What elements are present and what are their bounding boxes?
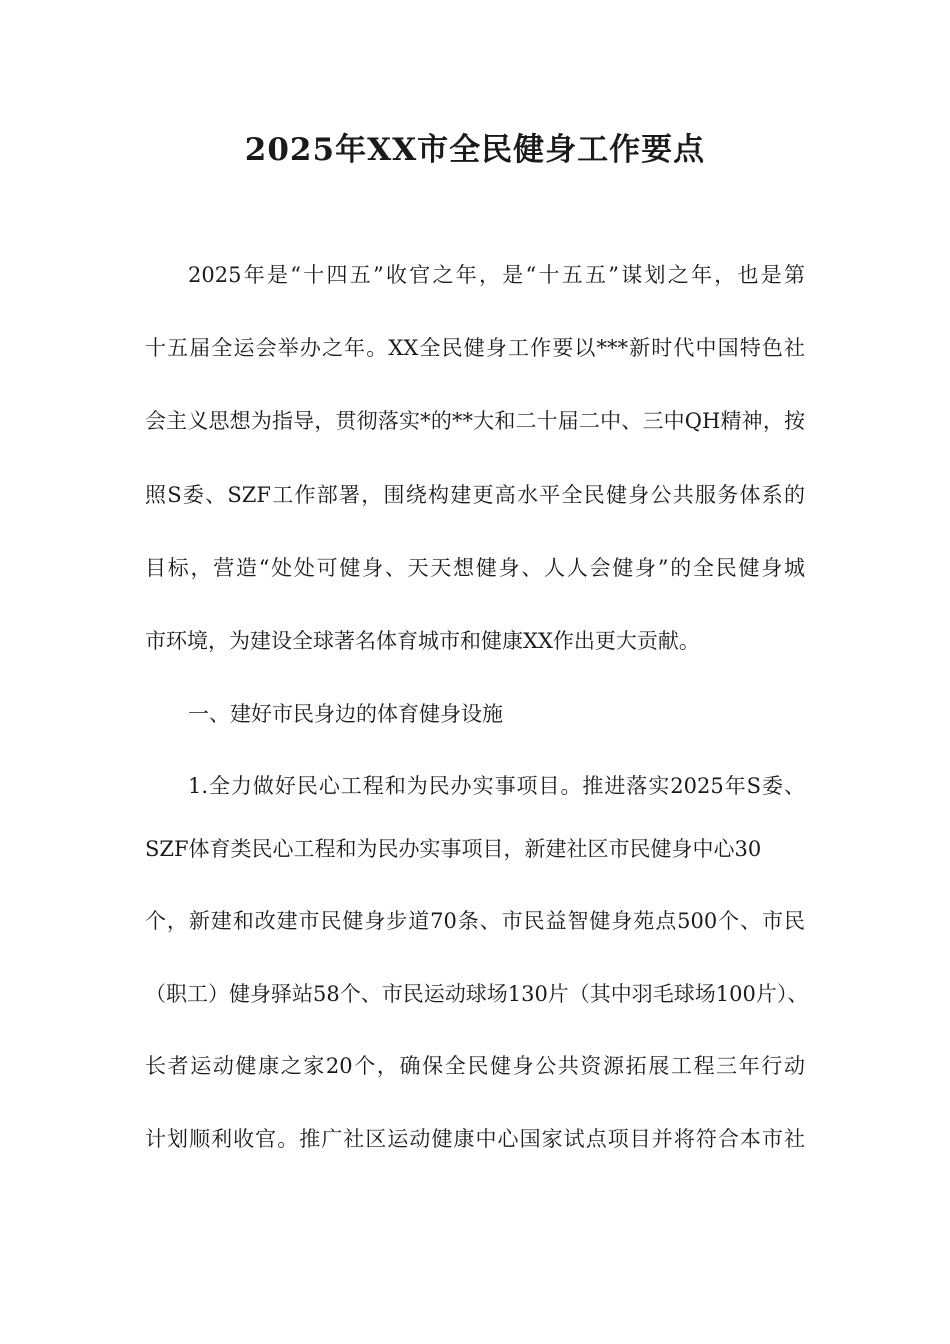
paragraph-line: 长者运动健康之家20个，确保全民健身公共资源拓展工程三年行动 bbox=[145, 1054, 805, 1078]
paragraph-line: 照S委、SZF工作部署，围绕构建更高水平全民健身公共服务体系的 bbox=[145, 483, 805, 507]
paragraph-line: SZF体育类民心工程和为民办实事项目，新建社区市民健身中心30 bbox=[145, 837, 762, 861]
paragraph-line: 十五届全运会举办之年。XX全民健身工作要以***新时代中国特色社 bbox=[145, 336, 805, 360]
document-title: 2025年XX市全民健身工作要点 bbox=[244, 132, 706, 168]
paragraph-line: 会主义思想为指导，贯彻落实*的**大和二十届二中、三中QH精神，按 bbox=[145, 409, 805, 433]
section-heading: 一、建好市民身边的体育健身设施 bbox=[188, 702, 503, 726]
paragraph-line: 计划顺利收官。推广社区运动健康中心国家试点项目并将符合本市社 bbox=[145, 1127, 805, 1151]
paragraph-line: （职工）健身驿站58个、市民运动球场130片（其中羽毛球场100片）、 bbox=[145, 982, 809, 1006]
paragraph-line: 个，新建和改建市民健身步道70条、市民益智健身苑点500个、市民 bbox=[145, 909, 805, 933]
paragraph-line: 2025年是“十四五”收官之年，是“十五五”谋划之年，也是第 bbox=[188, 263, 805, 287]
paragraph-line: 市环境，为建设全球著名体育城市和健康XX作出更大贡献。 bbox=[145, 629, 700, 653]
paragraph-line: 目标，营造“处处可健身、天天想健身、人人会健身”的全民健身城 bbox=[145, 556, 805, 580]
paragraph-line: 1.全力做好民心工程和为民办实事项目。推进落实2025年S委、 bbox=[188, 774, 805, 798]
